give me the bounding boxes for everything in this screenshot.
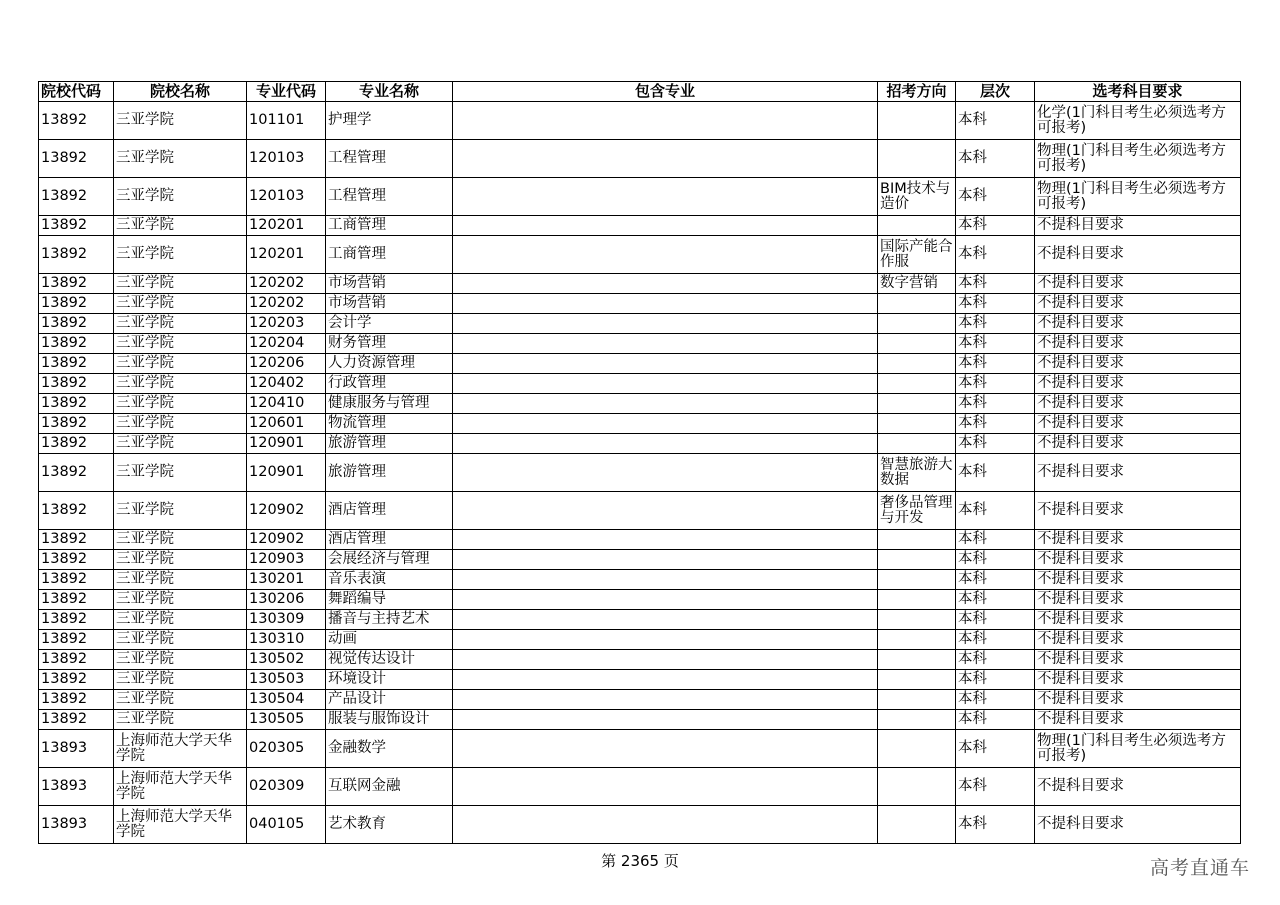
table-row [39,434,1241,454]
cell-major-name: 旅游管理 [326,434,453,454]
cell-major-name: 服装与服饰设计 [326,710,453,730]
cell-included-majors [453,236,878,274]
cell-major-code: 120402 [247,374,326,394]
cell-major-name: 行政管理 [326,374,453,394]
cell-subject-requirement: 不提科目要求 [1035,274,1241,294]
table-row [39,550,1241,570]
cell-level: 本科 [956,454,1035,492]
cell-major-name: 物流管理 [326,414,453,434]
cell-school-name: 三亚学院 [114,550,247,570]
cell-school-name: 三亚学院 [114,610,247,630]
cell-level: 本科 [956,434,1035,454]
cell-level: 本科 [956,394,1035,414]
cell-level: 本科 [956,102,1035,140]
table-row [39,178,1241,216]
cell-direction: BIM技术与造价 [878,178,956,216]
cell-school-name: 三亚学院 [114,492,247,530]
cell-direction [878,414,956,434]
cell-school-name: 三亚学院 [114,530,247,550]
cell-level: 本科 [956,550,1035,570]
cell-subject-requirement: 化学(1门科目考生必须选考方可报考) [1035,102,1241,140]
cell-level: 本科 [956,414,1035,434]
cell-major-code: 120202 [247,294,326,314]
cell-major-name: 舞蹈编导 [326,590,453,610]
cell-major-code: 130309 [247,610,326,630]
cell-school-name: 三亚学院 [114,710,247,730]
cell-major-code: 120601 [247,414,326,434]
cell-subject-requirement: 不提科目要求 [1035,670,1241,690]
cell-level: 本科 [956,670,1035,690]
table-row [39,730,1241,768]
cell-school-name: 三亚学院 [114,454,247,492]
cell-major-code: 120902 [247,530,326,550]
cell-direction [878,768,956,806]
cell-included-majors [453,610,878,630]
cell-major-code: 130201 [247,570,326,590]
cell-subject-requirement: 不提科目要求 [1035,710,1241,730]
table-row [39,492,1241,530]
cell-major-code: 130504 [247,690,326,710]
cell-school-code: 13892 [39,610,114,630]
page-number: 第 2365 页 [601,852,679,870]
cell-school-code: 13892 [39,492,114,530]
table-row [39,140,1241,178]
cell-school-code: 13892 [39,334,114,354]
cell-included-majors [453,434,878,454]
cell-school-code: 13892 [39,216,114,236]
cell-school-code: 13893 [39,768,114,806]
cell-major-code: 120901 [247,434,326,454]
cell-level: 本科 [956,690,1035,710]
cell-direction [878,806,956,844]
cell-direction [878,630,956,650]
cell-level: 本科 [956,274,1035,294]
cell-school-name: 三亚学院 [114,650,247,670]
header-major-code: 专业代码 [247,82,326,102]
cell-direction: 国际产能合作服 [878,236,956,274]
cell-direction [878,610,956,630]
cell-school-code: 13892 [39,570,114,590]
cell-direction [878,374,956,394]
cell-school-name: 三亚学院 [114,670,247,690]
table-row [39,690,1241,710]
cell-direction: 智慧旅游大数据 [878,454,956,492]
cell-major-code: 120202 [247,274,326,294]
cell-school-name: 三亚学院 [114,690,247,710]
table-row [39,530,1241,550]
cell-level: 本科 [956,530,1035,550]
header-school-name: 院校名称 [114,82,247,102]
cell-school-name: 上海师范大学天华学院 [114,730,247,768]
cell-school-code: 13892 [39,454,114,492]
cell-subject-requirement: 不提科目要求 [1035,236,1241,274]
cell-included-majors [453,730,878,768]
cell-direction [878,216,956,236]
cell-major-name: 视觉传达设计 [326,650,453,670]
cell-school-name: 三亚学院 [114,236,247,274]
cell-included-majors [453,710,878,730]
cell-school-name: 三亚学院 [114,414,247,434]
cell-major-name: 健康服务与管理 [326,394,453,414]
cell-subject-requirement: 不提科目要求 [1035,414,1241,434]
header-direction: 招考方向 [878,82,956,102]
cell-major-name: 产品设计 [326,690,453,710]
cell-school-name: 三亚学院 [114,178,247,216]
cell-direction [878,102,956,140]
cell-school-name: 三亚学院 [114,140,247,178]
cell-level: 本科 [956,314,1035,334]
cell-level: 本科 [956,590,1035,610]
watermark: 高考直通车 [1149,857,1250,879]
cell-school-name: 三亚学院 [114,354,247,374]
cell-level: 本科 [956,492,1035,530]
cell-school-code: 13892 [39,354,114,374]
cell-school-code: 13892 [39,670,114,690]
cell-direction [878,530,956,550]
cell-school-code: 13892 [39,374,114,394]
cell-level: 本科 [956,630,1035,650]
cell-subject-requirement: 不提科目要求 [1035,610,1241,630]
cell-school-name: 三亚学院 [114,314,247,334]
cell-school-name: 三亚学院 [114,434,247,454]
cell-subject-requirement: 不提科目要求 [1035,334,1241,354]
cell-included-majors [453,140,878,178]
cell-included-majors [453,806,878,844]
cell-level: 本科 [956,236,1035,274]
cell-subject-requirement: 不提科目要求 [1035,374,1241,394]
cell-school-code: 13892 [39,710,114,730]
header-major-name: 专业名称 [326,82,453,102]
cell-school-name: 三亚学院 [114,394,247,414]
cell-major-code: 130503 [247,670,326,690]
cell-major-code: 120903 [247,550,326,570]
cell-school-name: 三亚学院 [114,334,247,354]
cell-included-majors [453,670,878,690]
cell-school-name: 三亚学院 [114,630,247,650]
cell-school-code: 13893 [39,730,114,768]
cell-school-code: 13892 [39,314,114,334]
cell-subject-requirement: 不提科目要求 [1035,454,1241,492]
cell-included-majors [453,530,878,550]
cell-school-code: 13892 [39,690,114,710]
cell-school-code: 13892 [39,414,114,434]
cell-school-code: 13892 [39,650,114,670]
cell-major-name: 旅游管理 [326,454,453,492]
cell-school-name: 三亚学院 [114,294,247,314]
cell-school-code: 13892 [39,274,114,294]
cell-major-name: 工商管理 [326,236,453,274]
cell-major-name: 会计学 [326,314,453,334]
cell-subject-requirement: 不提科目要求 [1035,434,1241,454]
cell-major-name: 酒店管理 [326,530,453,550]
table-row [39,294,1241,314]
cell-major-name: 工程管理 [326,140,453,178]
table-row [39,768,1241,806]
cell-major-code: 120204 [247,334,326,354]
cell-level: 本科 [956,650,1035,670]
cell-included-majors [453,294,878,314]
cell-subject-requirement: 不提科目要求 [1035,354,1241,374]
cell-subject-requirement: 不提科目要求 [1035,294,1241,314]
cell-direction [878,670,956,690]
cell-major-code: 120201 [247,236,326,274]
cell-major-name: 播音与主持艺术 [326,610,453,630]
table-row [39,806,1241,844]
cell-included-majors [453,570,878,590]
table-row [39,650,1241,670]
cell-direction [878,730,956,768]
cell-major-name: 工程管理 [326,178,453,216]
cell-direction [878,314,956,334]
cell-major-code: 040105 [247,806,326,844]
table-row [39,610,1241,630]
cell-direction [878,710,956,730]
cell-subject-requirement: 不提科目要求 [1035,768,1241,806]
cell-level: 本科 [956,354,1035,374]
cell-level: 本科 [956,710,1035,730]
table-row [39,414,1241,434]
cell-school-name: 三亚学院 [114,590,247,610]
table-row [39,216,1241,236]
cell-major-code: 120206 [247,354,326,374]
cell-included-majors [453,630,878,650]
cell-school-code: 13892 [39,590,114,610]
table-row [39,236,1241,274]
cell-major-code: 130206 [247,590,326,610]
cell-direction: 数字营销 [878,274,956,294]
cell-subject-requirement: 物理(1门科目考生必须选考方可报考) [1035,730,1241,768]
cell-level: 本科 [956,178,1035,216]
cell-major-name: 市场营销 [326,294,453,314]
cell-level: 本科 [956,570,1035,590]
cell-school-name: 上海师范大学天华学院 [114,806,247,844]
table-row [39,314,1241,334]
admission-table [38,81,1241,844]
table-row [39,102,1241,140]
cell-level: 本科 [956,768,1035,806]
cell-school-code: 13892 [39,236,114,274]
cell-major-code: 020309 [247,768,326,806]
cell-level: 本科 [956,374,1035,394]
table-row [39,334,1241,354]
cell-major-name: 动画 [326,630,453,650]
cell-subject-requirement: 不提科目要求 [1035,806,1241,844]
cell-major-code: 020305 [247,730,326,768]
cell-included-majors [453,314,878,334]
cell-included-majors [453,590,878,610]
cell-school-name: 三亚学院 [114,216,247,236]
cell-direction [878,550,956,570]
header-level: 层次 [956,82,1035,102]
cell-subject-requirement: 不提科目要求 [1035,216,1241,236]
cell-major-name: 互联网金融 [326,768,453,806]
table-row [39,630,1241,650]
header-included-majors: 包含专业 [453,82,878,102]
cell-school-name: 三亚学院 [114,102,247,140]
cell-included-majors [453,354,878,374]
cell-level: 本科 [956,216,1035,236]
cell-school-code: 13892 [39,434,114,454]
cell-included-majors [453,768,878,806]
cell-school-name: 三亚学院 [114,374,247,394]
cell-direction [878,354,956,374]
cell-school-code: 13892 [39,530,114,550]
cell-major-code: 120103 [247,178,326,216]
cell-direction [878,394,956,414]
table-row [39,274,1241,294]
cell-direction [878,690,956,710]
cell-school-name: 三亚学院 [114,570,247,590]
cell-major-code: 120103 [247,140,326,178]
cell-major-name: 市场营销 [326,274,453,294]
cell-level: 本科 [956,140,1035,178]
cell-major-code: 130502 [247,650,326,670]
cell-included-majors [453,550,878,570]
cell-included-majors [453,334,878,354]
cell-direction [878,434,956,454]
table-row [39,570,1241,590]
table-row [39,590,1241,610]
cell-included-majors [453,178,878,216]
cell-major-code: 130505 [247,710,326,730]
cell-school-code: 13892 [39,102,114,140]
cell-major-name: 环境设计 [326,670,453,690]
table-row [39,670,1241,690]
cell-included-majors [453,650,878,670]
cell-subject-requirement: 物理(1门科目考生必须选考方可报考) [1035,140,1241,178]
cell-direction [878,294,956,314]
cell-subject-requirement: 不提科目要求 [1035,570,1241,590]
table-header-row [39,82,1241,102]
cell-subject-requirement: 不提科目要求 [1035,690,1241,710]
cell-major-name: 音乐表演 [326,570,453,590]
cell-major-name: 工商管理 [326,216,453,236]
cell-major-name: 财务管理 [326,334,453,354]
cell-school-code: 13893 [39,806,114,844]
table-row [39,374,1241,394]
cell-included-majors [453,274,878,294]
cell-major-code: 120410 [247,394,326,414]
cell-level: 本科 [956,294,1035,314]
cell-major-code: 130310 [247,630,326,650]
cell-major-code: 120901 [247,454,326,492]
cell-major-name: 护理学 [326,102,453,140]
cell-subject-requirement: 不提科目要求 [1035,550,1241,570]
cell-direction [878,650,956,670]
cell-subject-requirement: 不提科目要求 [1035,394,1241,414]
cell-included-majors [453,454,878,492]
cell-school-code: 13892 [39,178,114,216]
cell-subject-requirement: 不提科目要求 [1035,530,1241,550]
cell-included-majors [453,374,878,394]
cell-direction: 奢侈品管理与开发 [878,492,956,530]
cell-school-code: 13892 [39,294,114,314]
cell-subject-requirement: 不提科目要求 [1035,492,1241,530]
cell-included-majors [453,492,878,530]
header-subject-requirement: 选考科目要求 [1035,82,1241,102]
cell-major-code: 120203 [247,314,326,334]
cell-level: 本科 [956,610,1035,630]
cell-direction [878,590,956,610]
cell-included-majors [453,216,878,236]
cell-school-code: 13892 [39,140,114,178]
table-row [39,710,1241,730]
cell-direction [878,334,956,354]
cell-school-name: 三亚学院 [114,274,247,294]
cell-included-majors [453,690,878,710]
cell-level: 本科 [956,730,1035,768]
cell-subject-requirement: 不提科目要求 [1035,630,1241,650]
cell-included-majors [453,394,878,414]
cell-major-code: 120201 [247,216,326,236]
cell-major-name: 人力资源管理 [326,354,453,374]
cell-major-code: 101101 [247,102,326,140]
cell-school-code: 13892 [39,550,114,570]
header-school-code: 院校代码 [39,82,114,102]
cell-subject-requirement: 不提科目要求 [1035,590,1241,610]
cell-direction [878,140,956,178]
table-row [39,354,1241,374]
table-row [39,394,1241,414]
cell-major-name: 金融数学 [326,730,453,768]
cell-major-name: 艺术教育 [326,806,453,844]
cell-school-name: 上海师范大学天华学院 [114,768,247,806]
cell-included-majors [453,102,878,140]
cell-school-code: 13892 [39,394,114,414]
cell-subject-requirement: 不提科目要求 [1035,650,1241,670]
cell-level: 本科 [956,806,1035,844]
table-row [39,454,1241,492]
cell-level: 本科 [956,334,1035,354]
cell-major-name: 会展经济与管理 [326,550,453,570]
cell-included-majors [453,414,878,434]
cell-subject-requirement: 不提科目要求 [1035,314,1241,334]
cell-school-code: 13892 [39,630,114,650]
table-body [39,102,1241,844]
cell-direction [878,570,956,590]
cell-major-name: 酒店管理 [326,492,453,530]
cell-major-code: 120902 [247,492,326,530]
cell-subject-requirement: 物理(1门科目考生必须选考方可报考) [1035,178,1241,216]
